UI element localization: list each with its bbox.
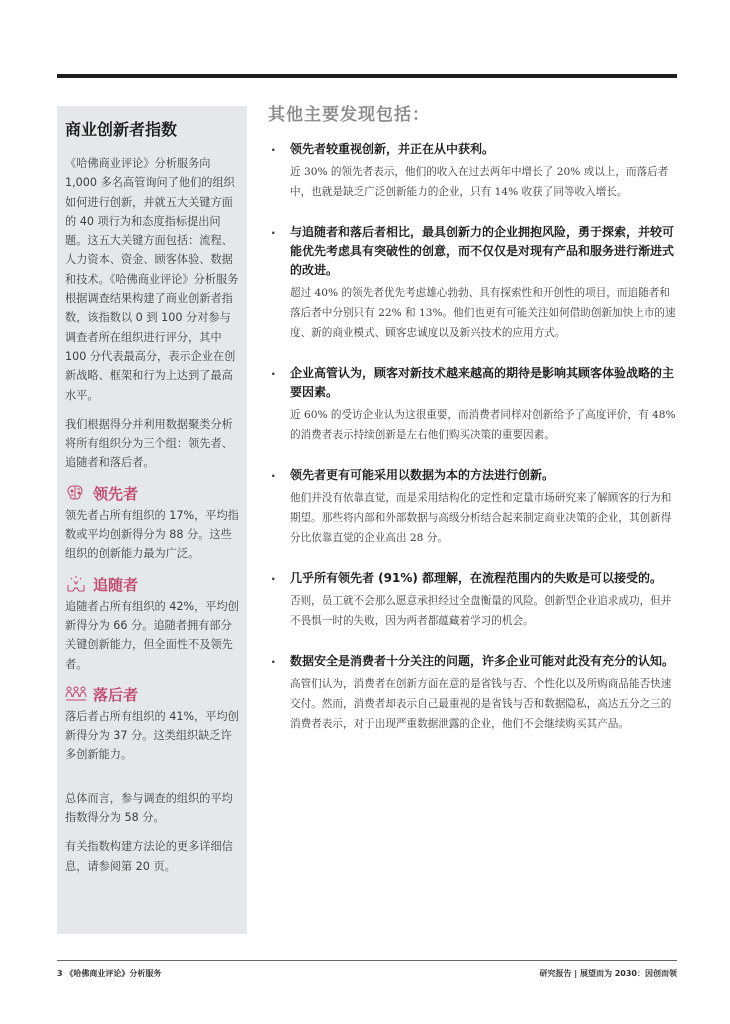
- sidebar-intro: 《哈佛商业评论》分析服务向 1,000 多名高管询问了他们的组织如何进行创新，并就五大关键方面的 40 项行为和态度指标提出问题。这五大关键方面包括：流程、人力资本、资金、顾客体验、数据和技术。《哈佛商业评论》分析服务根据调查结果构建了商业创新者指数，该指数以 0 到 100 分对参与调查者所在组织进行评分，其中 100 分代表最高分，表示企业在创新战略、框架和行为上达到了最高水平。: [65, 157, 239, 402]
- group-title-followers: 追随者: [93, 575, 139, 594]
- bullet-mark: ·: [271, 226, 276, 240]
- finding-item: [268, 364, 678, 445]
- sidebar-summary: 总体而言，参与调查的组织的平均指数得分为 58 分。: [65, 791, 233, 825]
- bullet-mark: ·: [271, 469, 276, 483]
- finding-head: 领先者更有可能采用以数据为本的方法进行创新。: [290, 468, 555, 482]
- group-text-laggards: 落后者占所有组织的 41%，平均创新得分为 37 分。这类组织缺乏许多创新能力。: [65, 709, 239, 762]
- bullet-mark: ·: [271, 143, 276, 157]
- findings-section: [268, 104, 678, 755]
- bullet-mark: ·: [271, 655, 276, 669]
- finding-body: 他们并没有依靠直觉，而是采用结构化的定性和定量市场研究来了解顾客的行为和期望。那些将内部和外部数据与高级分析结合起来制定商业决策的企业，其创新得分比依靠直觉的企业高出 28 分。: [290, 492, 672, 544]
- finding-body: 近 30% 的领先者表示，他们的收入在过去两年中增长了 20% 或以上，而落后者中，也就是缺乏广泛创新能力的企业，只有 14% 收获了同等收入增长。: [290, 166, 669, 198]
- sidebar-more-info: 有关指数构建方法论的更多详细信息，请参阅第 20 页。: [65, 840, 233, 873]
- finding-item: [268, 140, 678, 202]
- footer-report-title: 研究报告 | 展望而为 2030：因创而领: [539, 969, 677, 978]
- group-title-laggards: 落后者: [93, 685, 139, 704]
- finding-item: [268, 466, 678, 548]
- findings-heading: 其他主要发现包括：: [268, 105, 430, 125]
- finding-head: 几乎所有领先者 (91%) 都理解，在流程范围内的失败是可以接受的。: [290, 571, 663, 585]
- group-followers: [65, 574, 239, 674]
- group-leaders: [65, 483, 239, 564]
- finding-head: 企业高管认为，顾客对新技术越来越高的期待是影响其顾客体验战略的主要因素。: [290, 366, 675, 399]
- footer-page-source: 3 《哈佛商业评论》分析服务: [57, 969, 162, 978]
- top-rule: [57, 74, 677, 78]
- sidebar-grouping: 我们根据得分并利用数据聚类分析将所有组织分为三个组：领先者、追随者和落后者。: [65, 417, 233, 470]
- bullet-mark: ·: [271, 367, 276, 381]
- bottom-rule: [57, 960, 677, 961]
- finding-head: 领先者较重视创新，并正在从中获利。: [290, 142, 495, 156]
- finding-head: 数据安全是消费者十分关注的问题，许多企业可能对此没有充分的认知。: [290, 654, 675, 668]
- brain-icon: [65, 483, 87, 503]
- finding-item: [268, 569, 678, 631]
- group-laggards: [65, 684, 239, 765]
- finding-item: [268, 652, 678, 734]
- finding-body: 超过 40% 的领先者优先考虑雄心勃勃、具有探索性和开创性的项目，而追随者和落后者中分别只有 22% 和 13%。他们也更有可能关注如何借助创新加快上市的速度、新的商业模式、顾客忠诚度以及新兴技术的应用方式。: [290, 287, 676, 339]
- finding-head: 与追随者和落后者相比，最具创新力的企业拥抱风险，勇于探索，并较可能优先考虑具有突破性的创意，而不仅仅是对现有产品和服务进行渐进式的改进。: [290, 225, 675, 277]
- group-text-followers: 追随者占所有组织的 42%，平均创新得分为 66 分。追随者拥有部分关键创新能力，但全面性不及领先者。: [65, 599, 239, 671]
- group-title-leaders: 领先者: [93, 484, 139, 503]
- bullet-mark: ·: [271, 572, 276, 586]
- finding-item: [268, 223, 678, 343]
- finding-body: 近 60% 的受访企业认为这很重要，而消费者同样对创新给予了高度评价，有 48% 的消费者表示持续创新是左右他们购买决策的重要因素。: [290, 409, 676, 441]
- finding-body: 否则，员工就不会那么愿意承担经过全盘衡量的风险。创新型企业追求成功，但并不畏惧一时的失败，因为两者都蕴藏着学习的机会。: [290, 595, 672, 627]
- bulb-hands-icon: [65, 574, 87, 594]
- sidebar-title: 商业创新者指数: [65, 120, 178, 139]
- index-sidebar: [57, 106, 247, 934]
- group-text-leaders: 领先者占所有组织的 17%，平均指数或平均创新得分为 88 分。这些组织的创新能力最为广泛。: [65, 508, 239, 561]
- people-group-icon: [65, 684, 87, 704]
- finding-body: 高管们认为，消费者在创新方面在意的是省钱与否、个性化以及所购商品能否快速交付。然而，消费者却表示自己最重视的是省钱与否和数据隐私，高达五分之三的消费者表示，对于出现严重数据泄露的企业，他们不会继续购买其产品。: [290, 678, 672, 730]
